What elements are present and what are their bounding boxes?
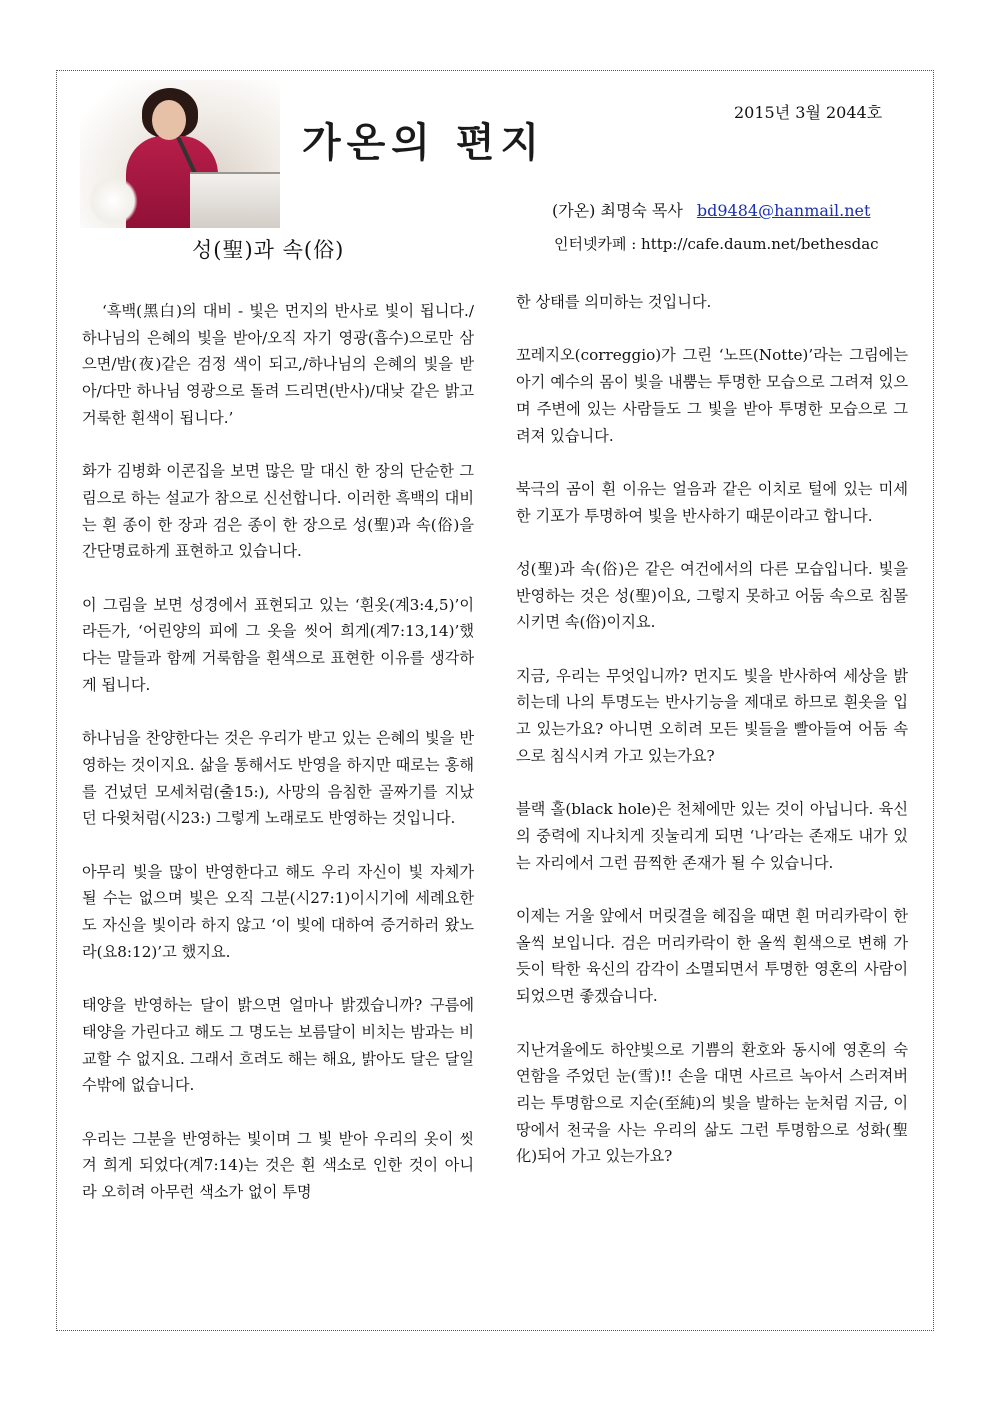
article-title: 성(聖)과 속(俗) — [192, 238, 345, 262]
issue-date: 2015년 3월 2044호 — [734, 103, 883, 122]
paragraph: 지금, 우리는 무엇입니까? 먼지도 빛을 반사하여 세상을 밝히는데 나의 투명도는 반사기능을 제대로 하므로 흰옷을 입고 있는가요? 아니면 오히려 모든 빛들을 빨아들여 어둠 속으로 침식시켜 가고 있는가요? — [516, 666, 908, 765]
paragraph: 이제는 거울 앞에서 머릿결을 헤집을 때면 흰 머리카락이 한 올씩 보입니다. 검은 머리카락이 한 올씩 흰색으로 변해 가듯이 탁한 육신의 감각이 소멸되면서 투명한 영혼의 사람이 되었으면 좋겠습니다. — [516, 907, 908, 1006]
internet-cafe-url: 인터넷카페 : http://cafe.daum.net/bethesdac — [554, 235, 879, 253]
paragraph: 지난겨울에도 하얀빛으로 기쁨의 환호와 동시에 영혼의 숙연함을 주었던 눈(雪)!! 손을 대면 사르르 녹아서 스러져버리는 투명함으로 지순(至純)의 빛을 발하는 눈처럼 지금, 이 땅에서 천국을 사는 우리의 삶도 그런 투명함으로 성화(聖化)되어 가고 있는가요? — [516, 1040, 908, 1166]
paragraph: 아무리 빛을 많이 반영한다고 해도 우리 자신이 빛 자체가 될 수는 없으며 빛은 오직 그분(시27:1)이시기에 세례요한도 자신을 빛이라 하지 않고 ‘이 빛에 대하여 증거하러 왔노라(요8:12)’고 했지요. — [82, 862, 474, 961]
paragraph: 하나님을 찬양한다는 것은 우리가 받고 있는 은혜의 빛을 반영하는 것이지요. 삶을 통해서도 반영을 하지만 때로는 홍해를 건넜던 모세처럼(출15:), 사망의 음침한 골짜기를 지났던 다윗처럼(시23:) 그렇게 노래로도 반영하는 것입니다. — [82, 729, 474, 828]
paragraph: 한 상태를 의미하는 것입니다. — [516, 293, 712, 311]
paragraph: 화가 김병화 이콘집을 보면 많은 말 대신 한 장의 단순한 그림으로 하는 설교가 참으로 신선합니다. 이러한 흑백의 대비는 흰 종이 한 장과 검은 종이 한 장으로 성(聖)과 속(俗)을 간단명료하게 표현하고 있습니다. — [82, 462, 474, 561]
paragraph: 꼬레지오(correggio)가 그린 ‘노뜨(Notte)’라는 그림에는 아기 예수의 몸이 빛을 내뿜는 투명한 모습으로 그려져 있으며 주변에 있는 사람들도 그 빛을 받아 투명한 모습으로 그려져 있습니다. — [516, 346, 908, 445]
paragraph: 북극의 곰이 흰 이유는 얼음과 같은 이치로 털에 있는 미세한 기포가 투명하여 빛을 반사하기 때문이라고 합니다. — [516, 479, 908, 525]
author-line — [552, 198, 870, 221]
newsletter-title: 가온의 편지 — [302, 120, 546, 166]
author-name: (가온) 최명숙 목사 — [552, 201, 683, 220]
left-column — [82, 298, 474, 1233]
paragraph: 이 그림을 보면 성경에서 표현되고 있는 ‘흰옷(계3:4,5)’이라든가, ‘어린양의 피에 그 옷을 씻어 희게(계7:13,14)’했다는 말들과 함께 거룩함을 흰색으로 표현한 이유를 생각하게 됩니다. — [82, 595, 474, 694]
paragraph: 성(聖)과 속(俗)은 같은 여건에서의 다른 모습입니다. 빛을 반영하는 것은 성(聖)이요, 그렇지 못하고 어둠 속으로 침몰시키면 속(俗)이지요. — [516, 559, 908, 632]
paragraph: 우리는 그분을 반영하는 빛이며 그 빛 받아 우리의 옷이 씻겨 희게 되었다(계7:14)는 것은 흰 색소로 인한 것이 아니라 오히려 아무런 색소가 없이 투명 — [82, 1129, 474, 1202]
author-email-link[interactable]: bd9484@hanmail.net — [696, 201, 871, 220]
paragraph: ‘흑백(黑白)의 대비 - 빛은 먼지의 반사로 빛이 됩니다./하나님의 은혜의 빛을 받아/오직 자기 영광(흡수)으로만 삼으면/밤(夜)같은 검정 색이 되고,/하나님의 은혜의 빛을 받아/다만 하나님 영광으로 돌려 드리면(반사)/대낮 같은 밝고 거룩한 흰색이 됩니다.’ — [82, 302, 474, 427]
paragraph: 태양을 반영하는 달이 밝으면 얼마나 밝겠습니까? 구름에 태양을 가린다고 해도 그 명도는 보름달이 비치는 밤과는 비교할 수 없지요. 그래서 흐려도 해는 해요, 밝아도 달은 달일 수밖에 없습니다. — [82, 996, 474, 1095]
right-column — [516, 289, 908, 1197]
paragraph: 블랙 홀(black hole)은 천체에만 있는 것이 아닙니다. 육신의 중력에 지나치게 짓눌리게 되면 ‘나’라는 존재도 내가 있는 자리에서 그런 끔찍한 존재가 될 수 있습니다. — [516, 800, 908, 872]
pastor-photo — [80, 80, 280, 228]
